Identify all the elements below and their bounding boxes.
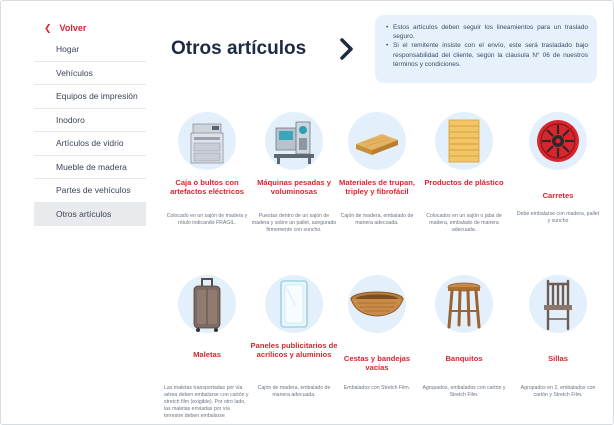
- info-line: • Estos artículos deben seguir los lineamientos para un traslado seguro.: [386, 23, 588, 41]
- product-description: Debe embalarse con madera, pallet y suncho: [516, 211, 600, 224]
- machine-icon: [265, 112, 323, 170]
- product-name: Cestas y bandejas vacías: [343, 354, 411, 373]
- product-name: Sillas: [548, 354, 568, 363]
- product-name: Paneles publicitarios de acrílicos y aluminios: [250, 341, 338, 360]
- sidebar-item-partes-vehiculos[interactable]: Partes de vehículos: [34, 179, 146, 203]
- back-label: Volver: [59, 23, 87, 33]
- product-description: Cajón de madera, embalado de manera adecuada.: [340, 213, 414, 226]
- product-name: Carretes: [542, 191, 574, 200]
- product-description: Colocados en un sajón o jaba de madera, embalado de manera adecuada.: [426, 213, 502, 233]
- sidebar-item-equipos-impresion[interactable]: Equipos de impresión: [34, 85, 146, 109]
- product-name: Banquitos: [445, 354, 483, 363]
- product-description: Agrupados en 2, embalados con cartón y Stretch Film.: [520, 385, 596, 398]
- plastic-sheet-icon: [435, 112, 493, 170]
- info-line: • Si el remitente insiste con el envío, este será trasladado bajo responsabilidad del cliente, según la clausula N° 06 de nuestros términos y condiciones.: [386, 41, 588, 69]
- product-description: Cajón de madera, embalado de manera adecuada.: [257, 385, 331, 398]
- product-name: Caja o bultos con artefactos eléctricos: [170, 178, 244, 197]
- sidebar: [34, 18, 146, 226]
- product-name: Productos de plástico: [424, 178, 504, 187]
- suitcase-icon: [178, 275, 236, 333]
- sidebar-item-hogar[interactable]: Hogar: [34, 38, 146, 62]
- page-title: Otros artículos: [171, 38, 307, 59]
- wood-plank-icon: [348, 112, 406, 170]
- chevron-right-icon: [338, 37, 356, 61]
- sidebar-item-vehiculos[interactable]: Vehículos: [34, 62, 146, 86]
- product-description: Agrupados, embalados con cartón y Stretch Film.: [422, 385, 506, 398]
- product-description: Las maletas transportadas por vía aérea deben embalarse con cartón y stretch film (exigible). Por otro lado, las maletas enviadas por vía terrestre deben embalarse: [164, 385, 249, 419]
- sidebar-item-mueble-madera[interactable]: Mueble de madera: [34, 156, 146, 180]
- product-description: Puestas dentro de un sajón de madera y sobre un pallet, asegurado firmemente con suncho.: [251, 213, 337, 233]
- product-name: Máquinas pesadas y voluminosas: [257, 178, 331, 197]
- back-link[interactable]: [34, 18, 146, 38]
- product-description: Colocado en un sajón de madera y rótulo indicando FRÁGIL.: [166, 213, 248, 226]
- printer-icon: [178, 112, 236, 170]
- stool-icon: [435, 275, 493, 333]
- info-note: [375, 15, 597, 83]
- sidebar-item-inodoro[interactable]: Inodoro: [34, 109, 146, 133]
- sidebar-item-articulos-vidrio[interactable]: Artículos de vidrio: [34, 132, 146, 156]
- product-description: Embalados con Stretch Film.: [343, 385, 411, 391]
- product-name: Maletas: [193, 350, 221, 359]
- acrylic-panel-icon: [265, 275, 323, 333]
- reel-icon: [529, 112, 587, 170]
- basket-icon: [348, 275, 406, 333]
- sidebar-item-otros-articulos[interactable]: Otros artículos: [34, 203, 146, 227]
- product-name: Materiales de trupan, tripley y fibrofácil: [339, 178, 415, 197]
- chair-icon: [529, 275, 587, 333]
- chevron-left-icon: ❮: [44, 22, 52, 33]
